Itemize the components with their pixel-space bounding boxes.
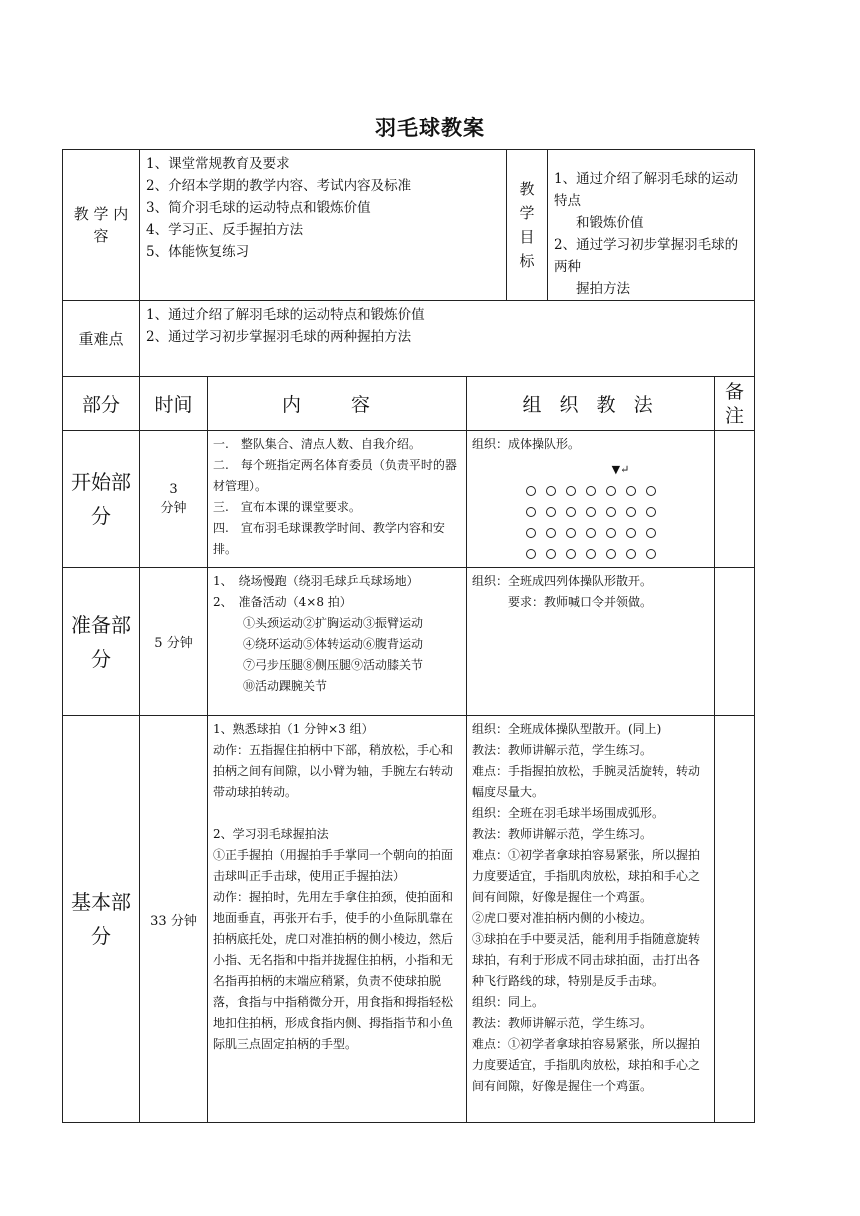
section-remark-prep (715, 568, 755, 716)
list-item: 2、通过学习初步掌握羽毛球的两种 (554, 237, 739, 275)
list-item: 1、 绕场慢跑（绕羽毛球乒乓球场地） (213, 574, 419, 588)
list-item: 和锻炼价值 (576, 215, 644, 231)
list-item: 2、通过学习初步掌握羽毛球的两种握拍方法 (146, 329, 412, 345)
key-points-label: 重难点 (63, 301, 140, 377)
list-item: 组织：同上。 (472, 995, 545, 1009)
list-item: 难点：①初学者拿球拍容易紧张，所以握拍力度要适宜，手指肌肉放松，球拍和手心之间有间隙，好像是握住一个鸡蛋。 (472, 1037, 701, 1093)
list-item: ②虎口要对准拍柄内侧的小棱边。 (472, 911, 653, 925)
list-item: 2、介绍本学期的教学内容、考试内容及标准 (146, 178, 412, 194)
list-item: 教法：教师讲解示范，学生练习。 (472, 827, 653, 841)
column-header-time: 时间 (140, 377, 208, 431)
list-item: 四. 宣布羽毛球课教学时间、教学内容和安排。 (213, 521, 445, 556)
list-item: ③球拍在手中要灵活，能利用手指随意旋转球拍，有利于形成不同击球拍面，击打出各种飞行路线的球，特别是反手击球。 (472, 932, 701, 988)
list-item: 4、学习正、反手握拍方法 (146, 222, 304, 238)
list-item: ⑩活动踝腕关节 (243, 679, 328, 693)
list-item: 难点：手指握拍放松，手腕灵活旋转，转动幅度尽量大。 (472, 764, 701, 799)
list-item: ①正手握拍（用握拍手手掌同一个朝向的拍面击球叫正手击球，使用正手握拍法） (213, 848, 454, 883)
section-content-prep (208, 568, 467, 716)
list-item: 组织：全班在羽毛球半场围成弧形。 (472, 806, 665, 820)
lesson-plan-table (62, 149, 755, 1123)
list-item: 难点：①初学者拿球拍容易紧张，所以握拍力度要适宜，手指肌肉放松，球拍和手心之间有间隙，好像是握住一个鸡蛋。 (472, 848, 701, 904)
content-label: 教 学 内 容 (63, 150, 140, 301)
column-header-method: 组 织 教 法 (467, 377, 715, 431)
goal-label: 教学目标 (507, 150, 548, 300)
content-list (140, 150, 507, 301)
section-time-start: 3 分钟 (140, 431, 208, 568)
page-title: 羽毛球教案 (375, 115, 485, 140)
section-name-prep: 准备部分 (63, 568, 140, 716)
section-method-prep: 组织：全班成四列体操队形散开。 要求：教师喊口令并领做。 (467, 568, 715, 716)
teacher-marker: ▼↵ (611, 463, 630, 476)
list-item: 动作：五指握住拍柄中下部，稍放松，手心和拍柄之间有间隙，以小臂为轴，手腕左右转动带动球拍转动。 (213, 743, 454, 799)
list-item: 1、课堂常规教育及要求 (146, 156, 290, 172)
section-time-prep: 5 分钟 (140, 568, 208, 716)
column-header-part: 部分 (63, 377, 140, 431)
formation-diagram (472, 459, 709, 564)
list-item: 一. 整队集合、清点人数、自我介绍。 (213, 437, 421, 451)
list-item: 动作：握拍时，先用左手拿住拍颈，使拍面和地面垂直，再张开右手，使手的小鱼际肌靠在拍柄底托处，虎口对准拍柄的侧小棱边，然后小指、无名指和中指并拢握住拍柄，小指和无名指再拍柄的末端应稍紧，负责不使球拍脱落，食指与中指稍微分开，用食指和拇指轻松地扣住拍柄，形成食指内侧、拇指指节和小鱼际肌三点固定拍柄的手型。 (213, 890, 454, 1051)
column-header-content: 内 容 (208, 377, 467, 431)
section-method-start: 组织：成体操队形。 ▼↵ (467, 431, 715, 568)
section-time-basic: 33 分钟 (140, 716, 208, 1123)
list-item: 2、学习羽毛球握拍法 (213, 827, 329, 841)
section-name-basic: 基本部分 (63, 716, 140, 1123)
list-item: 1、通过介绍了解羽毛球的运动特点和锻炼价值 (146, 307, 425, 323)
section-name-start: 开始部分 (63, 431, 140, 568)
section-remark-basic (715, 716, 755, 1123)
list-item: ④绕环运动⑤体转运动⑥腹背运动 (243, 637, 424, 651)
list-item: 组织：全班成体操队型散开。(同上) (472, 722, 662, 736)
goal-list (548, 150, 755, 300)
list-item: 1、熟悉球拍（1 分钟×3 组） (213, 722, 374, 736)
section-content-start (208, 431, 467, 568)
list-item: ⑦弓步压腿⑧侧压腿⑨活动膝关节 (243, 658, 424, 672)
list-item: 握拍方法 (576, 281, 631, 297)
list-item: 三. 宣布本课的课堂要求。 (213, 500, 361, 514)
section-content-basic (208, 716, 467, 1123)
list-item: 3、简介羽毛球的运动特点和锻炼价值 (146, 200, 371, 216)
list-item: 教法：教师讲解示范，学生练习。 (472, 743, 653, 757)
key-points-list (140, 301, 755, 377)
column-header-remark: 备注 (715, 377, 755, 431)
list-item: ①头颈运动②扩胸运动③振臂运动 (243, 616, 424, 630)
section-method-basic (467, 716, 715, 1123)
list-item: 2、 准备活动（4×8 拍） (213, 595, 352, 609)
list-item: 教法：教师讲解示范，学生练习。 (472, 1016, 653, 1030)
list-item: 5、体能恢复练习 (146, 244, 250, 260)
list-item: 1、通过介绍了解羽毛球的运动特点 (554, 171, 739, 209)
list-item: 二. 每个班指定两名体育委员（负责平时的器材管理）。 (213, 458, 457, 493)
section-remark-start (715, 431, 755, 568)
